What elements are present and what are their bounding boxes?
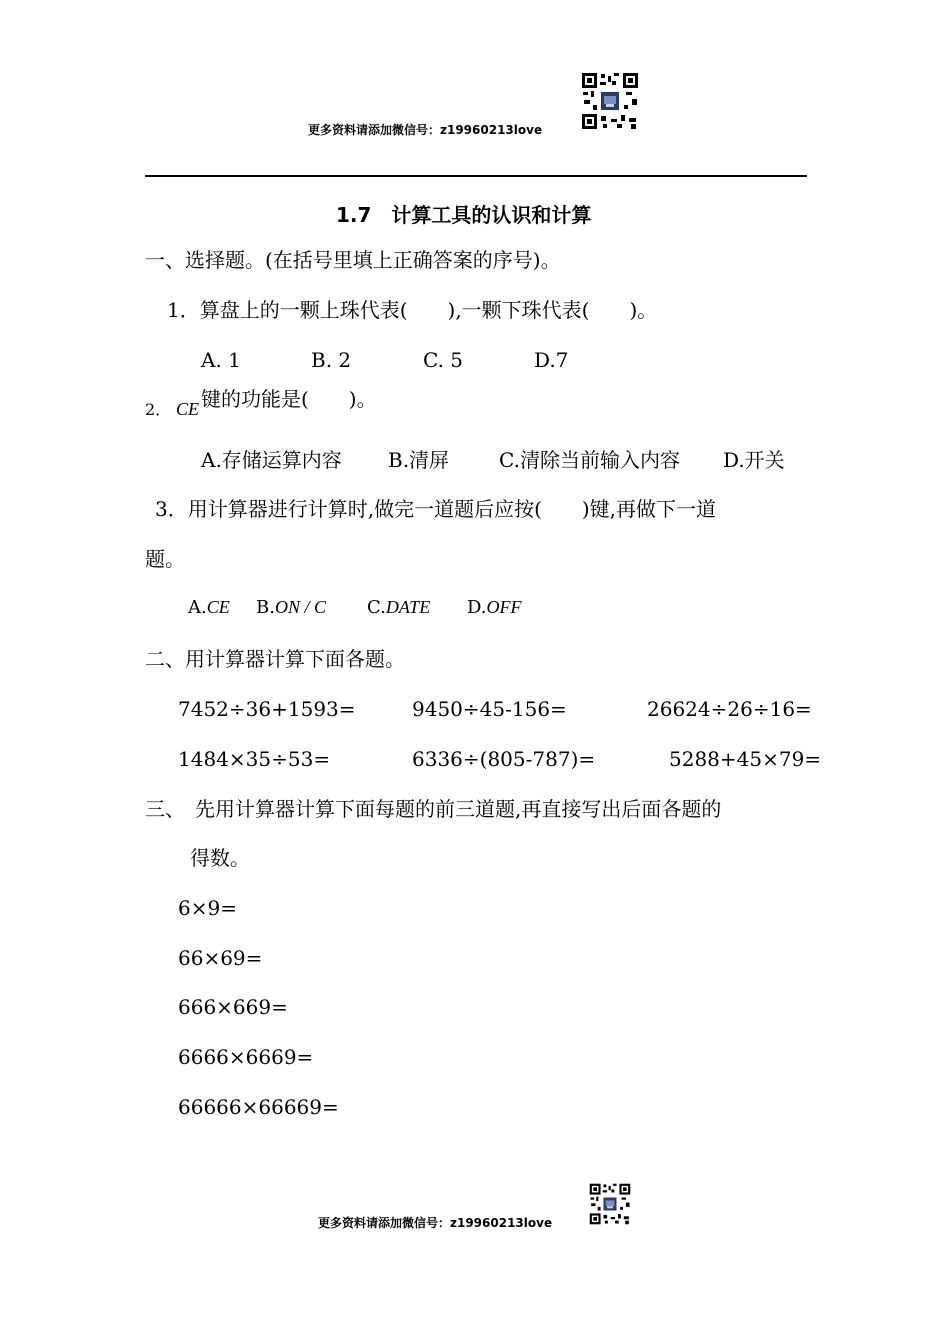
q3-option-d-key: OFF	[486, 597, 522, 617]
pattern-item-4: 6666×6669=	[178, 1045, 314, 1069]
q3-option-a	[188, 596, 230, 620]
q1-text: 1．算盘上的一颗上珠代表( ),一颗下珠代表( )。	[167, 298, 658, 322]
calc-2-2: 6336÷(805-787)=	[412, 747, 596, 771]
qr-code-icon	[581, 72, 639, 130]
q3-option-a-letter: A.	[188, 597, 207, 618]
calc-1-3: 26624÷26÷16=	[647, 697, 812, 721]
pattern-item-1: 6×9=	[178, 896, 237, 920]
pattern-item-2: 66×69=	[178, 946, 263, 970]
q3-text-line2: 题。	[145, 547, 185, 571]
q2-option-c: C.清除当前输入内容	[499, 448, 680, 472]
page-title: 1.7 计算工具的认识和计算	[336, 203, 592, 227]
q3-option-c-letter: C.	[367, 597, 386, 618]
q3-option-d-letter: D.	[467, 597, 487, 618]
q1-option-d: D.7	[534, 348, 569, 372]
pattern-item-3: 666×669=	[178, 995, 288, 1019]
q3-option-b-letter: B.	[256, 597, 275, 618]
header-divider	[145, 175, 807, 177]
q3-option-c	[367, 596, 430, 620]
pattern-item-5: 66666×66669=	[178, 1095, 339, 1119]
q3-option-d	[467, 596, 522, 620]
header-wechat-text: 更多资料请添加微信号：z19960213love	[308, 123, 543, 137]
q2-text: 键的功能是( )。	[201, 387, 377, 411]
footer-wechat-text: 更多资料请添加微信号：z19960213love	[318, 1216, 553, 1230]
qr-code-icon	[589, 1183, 631, 1225]
q2-key-ce: CE	[176, 399, 200, 419]
q2-number: 2．	[145, 400, 172, 419]
q1-option-b: B. 2	[311, 348, 352, 372]
calc-2-1: 1484×35÷53=	[178, 747, 331, 771]
calc-1-1: 7452÷36+1593=	[178, 697, 356, 721]
q3-option-b-key: ON / C	[274, 597, 326, 617]
section3-heading-line1: 三、 先用计算器计算下面每题的前三道题,再直接写出后面各题的	[145, 797, 722, 821]
q2-option-d: D.开关	[723, 448, 785, 472]
section3-heading-line2: 得数。	[190, 846, 250, 870]
q3-option-b	[256, 596, 326, 620]
calc-2-3: 5288+45×79=	[669, 747, 822, 771]
q3-option-c-key: DATE	[385, 597, 431, 617]
q2-option-b: B.清屏	[388, 448, 450, 472]
q1-option-a: A. 1	[201, 348, 241, 372]
q2-option-a: A.存储运算内容	[201, 448, 342, 472]
section1-heading: 一、选择题。(在括号里填上正确答案的序号)。	[145, 248, 561, 272]
section2-heading: 二、用计算器计算下面各题。	[145, 647, 405, 671]
q3-option-a-key: CE	[206, 597, 230, 617]
calc-1-2: 9450÷45-156=	[412, 697, 567, 721]
q1-option-c: C. 5	[423, 348, 464, 372]
q3-text-line1: 3．用计算器进行计算时,做完一道题后应按( )键,再做下一道	[155, 497, 717, 521]
